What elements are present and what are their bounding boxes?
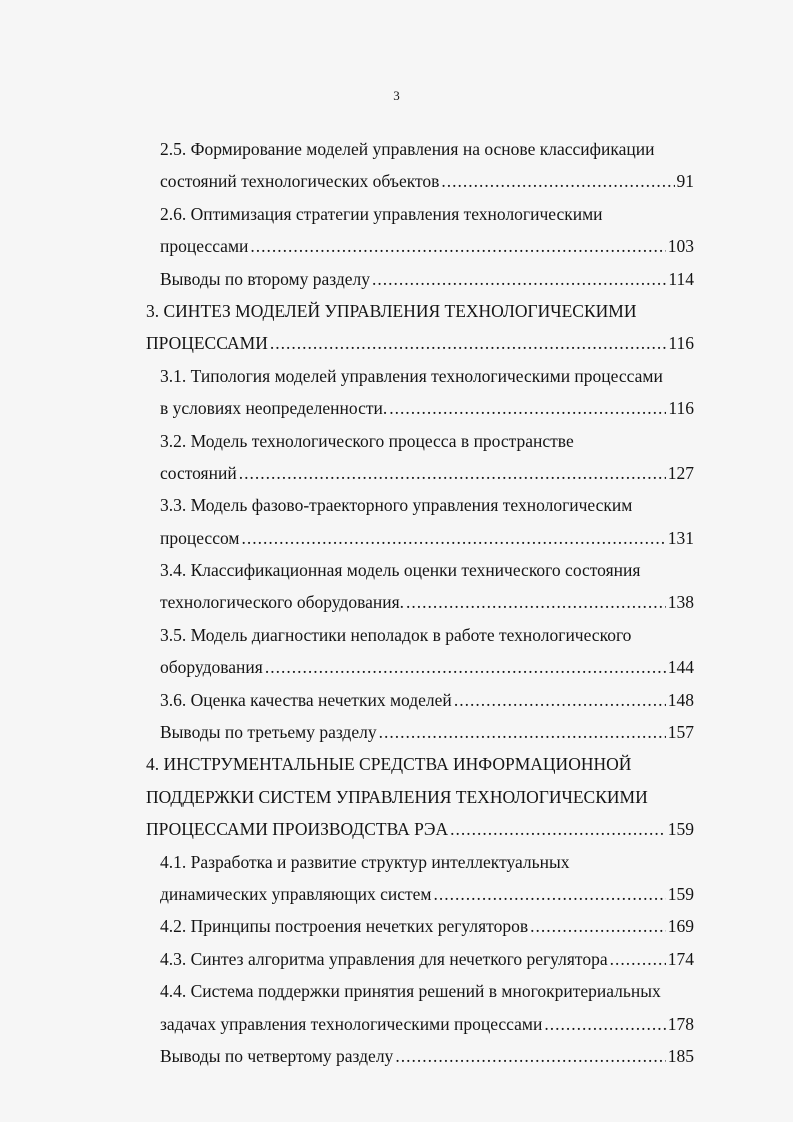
toc-entry-4-4 [146, 975, 694, 1040]
dot-leader [379, 716, 666, 748]
toc-entry-title-line: 3. СИНТЕЗ МОДЕЛЕЙ УПРАВЛЕНИЯ ТЕХНОЛОГИЧЕСКИМИ [146, 300, 637, 321]
toc-page-number: 103 [667, 236, 694, 257]
toc-entry-title-line: 4. ИНСТРУМЕНТАЛЬНЫЕ СРЕДСТВА ИНФОРМАЦИОННОЙ [146, 754, 632, 775]
dot-leader [372, 263, 666, 295]
toc-page-number: 185 [667, 1045, 694, 1066]
dot-leader [239, 457, 666, 489]
toc-entry-title-line: 3.3. Модель фазово-траекторного управления технологическим [160, 495, 633, 516]
toc-entry-title-line: состояний технологических объектов [160, 171, 440, 192]
toc-entry-title-line: ПОДДЕРЖКИ СИСТЕМ УПРАВЛЕНИЯ ТЕХНОЛОГИЧЕСКИМИ [146, 786, 648, 807]
toc-entry-title-line: 3.6. Оценка качества нечетких моделей [160, 689, 452, 710]
dot-leader [389, 392, 666, 424]
toc-entry-title-line: 3.1. Типология моделей управления технологическими процессами [160, 365, 663, 386]
dot-leader [270, 327, 667, 359]
toc-entry-3-2 [146, 425, 694, 490]
toc-entry-title-line: Выводы по второму разделу [160, 268, 370, 289]
toc-entry-conclusions-2 [146, 263, 694, 295]
dot-leader [250, 230, 665, 262]
toc-entry-4-1 [146, 846, 694, 911]
toc-entry-3-5 [146, 619, 694, 684]
toc-page-number: 138 [667, 592, 694, 613]
toc-page-number: 169 [667, 916, 694, 937]
dot-leader [395, 1040, 665, 1072]
toc-page-number: 127 [667, 462, 694, 483]
toc-entry-title-line: 2.5. Формирование моделей управления на основе классификации [160, 139, 655, 159]
toc-entry-title-line: ПРОЦЕССАМИ [146, 333, 268, 354]
toc-entry-title-line: процессами [160, 236, 249, 257]
dot-leader [241, 522, 665, 554]
toc-entry-3-6 [146, 684, 694, 716]
toc-entry-4 [146, 748, 694, 845]
dot-leader [265, 651, 666, 683]
toc-page-number: 159 [667, 819, 694, 840]
toc-page-number: 157 [667, 722, 694, 743]
toc-entry-4-3 [146, 943, 694, 975]
toc-entry-3 [146, 295, 694, 360]
toc-entry-title-line: 4.2. Принципы построения нечетких регуляторов [160, 916, 529, 937]
toc-entry-title-line: 3.5. Модель диагностики неполадок в работе технологического [160, 624, 632, 645]
toc-entry-title-line: Выводы по третьему разделу [160, 722, 377, 743]
toc-entry-title-line: 3.2. Модель технологического процесса в пространстве [160, 430, 574, 451]
toc-entry-title-line: 3.4. Классификационная модель оценки технического состояния [160, 560, 641, 581]
toc-page-number: 116 [668, 398, 694, 419]
toc-entry-title-line: в условиях неопределенности. [160, 398, 388, 419]
toc-entry-title-line: ПРОЦЕССАМИ ПРОИЗВОДСТВА РЭА [146, 819, 449, 840]
toc-entry-2-6 [146, 198, 694, 263]
dot-leader [433, 878, 665, 910]
dot-leader [450, 813, 666, 845]
toc-entry-3-3 [146, 489, 694, 554]
toc-page-number: 159 [667, 883, 694, 904]
dot-leader [441, 165, 674, 197]
dot-leader [454, 684, 666, 716]
toc-page-number: 174 [667, 948, 694, 969]
table-of-contents [146, 133, 694, 1072]
page-number: 3 [393, 88, 400, 103]
toc-entry-title-line: процессом [160, 527, 240, 548]
dot-leader [406, 586, 666, 618]
toc-entry-3-4 [146, 554, 694, 619]
dot-leader [544, 1008, 665, 1040]
toc-entry-title-line: 4.3. Синтез алгоритма управления для нечеткого регулятора [160, 948, 608, 969]
toc-page-number: 91 [676, 171, 694, 192]
toc-entry-conclusions-4 [146, 1040, 694, 1072]
toc-page-number: 116 [668, 333, 694, 354]
dot-leader [610, 943, 666, 975]
toc-entry-3-1 [146, 360, 694, 425]
toc-entry-title-line: задачах управления технологическими процессами [160, 1013, 543, 1034]
toc-entry-title-line: 4.1. Разработка и развитие структур интеллектуальных [160, 851, 570, 872]
toc-page-number: 131 [667, 527, 694, 548]
toc-page-number: 144 [667, 657, 694, 678]
toc-page-number: 114 [668, 268, 694, 289]
toc-page-number: 148 [667, 689, 694, 710]
toc-entry-title-line: Выводы по четвертому разделу [160, 1045, 394, 1066]
toc-entry-title-line: динамических управляющих систем [160, 883, 432, 904]
toc-entry-2-5 [146, 133, 694, 198]
toc-entry-title-line: состояний [160, 462, 237, 483]
toc-page-number: 178 [667, 1013, 694, 1034]
toc-entry-title-line: 4.4. Система поддержки принятия решений в многокритериальных [160, 981, 661, 1002]
dot-leader [530, 910, 666, 942]
toc-entry-4-2 [146, 910, 694, 942]
toc-entry-conclusions-3 [146, 716, 694, 748]
toc-entry-title-line: 2.6. Оптимизация стратегии управления технологическими [160, 203, 603, 224]
toc-entry-title-line: оборудования [160, 657, 263, 678]
toc-entry-title-line: технологического оборудования. [160, 592, 405, 613]
